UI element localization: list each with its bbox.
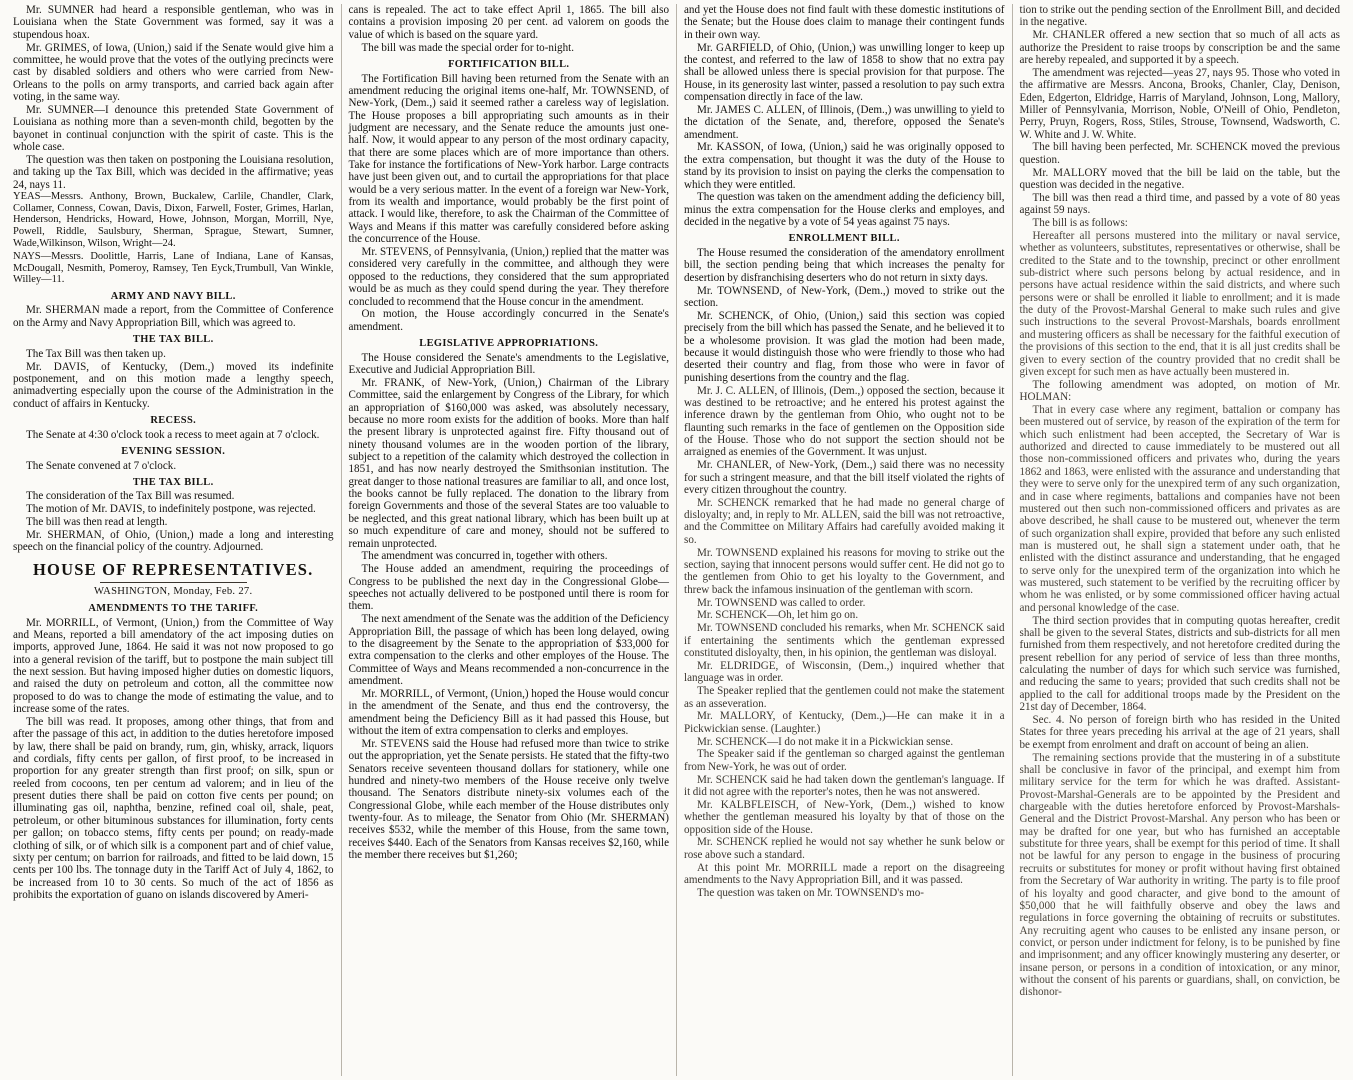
article-paragraph: The bill was read. It proposes, among other things, that from and after the passage of this act, in addition to the duties heretofore imposed by law, there shall be paid on brandy, rum, gin, whisky, arrack, liquors and cordials, fifty cents per gallon, of first proof, to be increased in proportion for any greater strength than first proof; on silk, spun or reeled from cocoons, ten per centum ad valorem; and in lieu of the present duties there shall be paid on cotton five cents per pound; on illuminating gas oil, naphtha, benzine, refined coal oil, shale, peat, petroleum, or other bituminous substances for illumination, forty cents per gallon; on tobacco stems, fifty cents per pound; on ready-made clothing of silk, or of which silk is a component part and of chief value, sixty per centum; on barrion for railroads, and fitted to be laid down, 15 cents per 100 lbs. The tonnage duty in the Tariff Act of July 4, 1862, to be increased from 10 to 30 cents. So much of the act of 1856 as prohibits the exportation of guano on islands discovered by Ameri- [13, 715, 334, 901]
article-paragraph: Mr. J. C. ALLEN, of Illinois, (Dem.,) opposed the section, because it was destined to be retroactive; and he entered his protest against the inference drawn by the gentleman from Ohio, who ought not to be flaunting such remarks in the face of gentlemen on the Opposition side of the House. Those who do not support the section should not be arraigned as enemies of the Government. It was unjust. [684, 384, 1005, 459]
article-paragraph: Mr. SCHENCK replied he would not say whether he sunk below or rose above such a standard. [684, 836, 1005, 861]
article-paragraph: Mr. CHANLER offered a new section that so much of all acts as authorize the President to raise troops by conscription be and the same are hereby repealed, and supported it by a speech. [1019, 29, 1340, 66]
article-paragraph: Mr. GARFIELD, of Ohio, (Union,) was unwilling longer to keep up the contest, and referred to the law of 1858 to show that no extra pay shall be allowed unless there is special provision for that purpose. The House, in its generosity last winter, passed a resolution to pay such extra compensation directly in face of the law. [684, 41, 1005, 104]
article-paragraph: Mr. STEVENS, of Pennsylvania, (Union,) replied that the matter was considered very carefully in the committee, and although they were opposed to the reductions, they considered that the sum appropriated would be as much as they could spend during the year. They therefore concluded to recommend that the House concur in the amendment. [348, 246, 669, 308]
article-paragraph: The Fortification Bill having been returned from the Senate with an amendment reducing the original items one-half, Mr. TOWNSEND, of New-York, (Dem.,) said it seemed rather a careless way of legislation. The House proposes a bill appropriating such amounts as in their judgment are necessary, and the Senate reduce the amounts just one-half. Now, it would appear to any person of the most ordinary capacity, that there are some places which are of more importance than others. Take for instance the fortifications of New-York harbor. Large contracts have just been given out, and to curtail the appropriations for that place would be a very serious matter. In the event of a foreign war New-York, from its wealth and importance, would probably be the first point of attack. I would like, therefore, to ask the Chairman of the Committee of Ways and Means if this matter was carefully considered before asking the concurrence of the House. [348, 72, 669, 246]
newspaper-column-4 [1012, 4, 1348, 1076]
article-paragraph: Mr. JAMES C. ALLEN, of Illinois, (Dem.,) was unwilling to yield to the dictation of the Senate, and, therefore, opposed the Senate's amendment. [684, 103, 1005, 141]
article-paragraph: The motion of Mr. DAVIS, to indefinitely postpone, was rejected. [26, 503, 316, 516]
main-heading: HOUSE OF REPRESENTATIVES. [33, 559, 314, 579]
article-paragraph: The question was taken on Mr. TOWNSEND's mo- [697, 886, 924, 899]
section-heading: ENROLLMENT BILL. [788, 233, 900, 245]
article-paragraph: The amendment was concurred in, together with others. [361, 550, 608, 563]
article-paragraph: Mr. TOWNSEND concluded his remarks, when Mr. SCHENCK said if entertaining the sentiments which the gentleman expressed constituted disloyalty, then, in his opinion, the gentleman was disloyal. [684, 622, 1005, 660]
article-paragraph: tion to strike out the pending section of the Enrollment Bill, and decided in the negative. [1019, 4, 1340, 29]
article-paragraph: The Speaker replied that the gentlemen could not make the statement as an asseveration. [684, 685, 1005, 710]
article-paragraph: Mr. DAVIS, of Kentucky, (Dem.,) moved its indefinite postponement, and on this motion made a lengthy speech, animadverting especially upon the course of the Administration in the conduct of affairs in Kentucky. [13, 360, 334, 410]
heading-rule [100, 582, 247, 583]
article-paragraph: The third section provides that in computing quotas hereafter, credit shall be given to the several States, districts and sub-districts for all men furnished from them respectively, and not heretofore credited during the present rebellion for any period of service of less than three months, calculating the number of days for which such service was furnished, and reducing the same to years; provided that such credits shall not be applied to the call for additional troops made by the President on the 21st day of December, 1864. [1019, 614, 1340, 714]
article-paragraph: Mr. SCHENCK—I do not make it in a Pickwickian sense. [697, 735, 954, 748]
article-paragraph: Mr. SUMNER—I denounce this pretended State Government of Louisiana as nothing more than a seven-month child, begotten by the bayonet in continual conjunction with the spirit of caste. This is the whole case. [13, 103, 334, 153]
article-paragraph: Mr. MALLORY moved that the bill be laid on the table, but the question was decided in the negative. [1019, 166, 1340, 192]
dateline: WASHINGTON, Monday, Feb. 27. [94, 586, 253, 598]
article-paragraph: The bill is as follows: [1032, 217, 1128, 230]
section-heading: THE TAX BILL. [132, 476, 214, 488]
article-paragraph: At this point Mr. MORRILL made a report on the disagreeing amendments to the Navy Appropriation Bill, and it was passed. [684, 861, 1005, 887]
article-paragraph: Mr. SUMNER had heard a responsible gentleman, who was in Louisiana when the State Government was formed, say it was a stupendous hoax. [13, 4, 334, 41]
article-paragraph: The bill having been perfected, Mr. SCHENCK moved the previous question. [1019, 141, 1340, 166]
section-heading: FORTIFICATION BILL. [448, 58, 570, 70]
article-paragraph: The next amendment of the Senate was the addition of the Deficiency Appropriation Bill, the passage of which has been long delayed, owing to the disagreement by the Senate to the appropriation of $33,000 for extra compensation to the clerks and other employes of the House. The Committee of Ways and Means recommended a non-concurrence in the amendment. [348, 613, 669, 688]
article-paragraph: Mr. GRIMES, of Iowa, (Union,) said if the Senate would give him a committee, he would prove that the votes of the outlying precincts were cast by disabled soldiers and others who were carried from New-Orleans to the polls on army transports, and carried back again after voting, in the same way. [13, 41, 334, 104]
article-paragraph: That in every case where any regiment, battalion or company has been mustered out of service, by reason of the expiration of the term for which such enlistment had been accepted, the Secretary of War is authorized and directed to cause immediately to be mustered out all those non-commissioned officers and privates who, during the years 1862 and 1863, were enlisted with the assurance and understanding that they were to serve only for the unexpired term of any such organization, and in case where regiments, battalions and companies have not been mustered out then such non-commissioned officers and privates as are above described, he shall cause to be mustered out, whenever the term of such organization shall expire, provided that before any such enlisted man is mustered out, he shall sign a statement under oath, that he enlisted with the distinct assurance and understanding, that he engaged to serve only for the unexpired term of the organization into which he was mustered, such statement to be verified by the recruiting officer by whom he was enlisted, or by some commissioned officer having actual and personal knowledge of the case. [1019, 404, 1340, 614]
article-paragraph: Mr. SCHENCK—Oh, let him go on. [697, 609, 859, 622]
article-paragraph: Mr. SCHENCK said he had taken down the gentleman's language. If it did not agree with the reporter's notes, then he was not answered. [684, 773, 1005, 799]
article-paragraph: and yet the House does not find fault with these domestic institutions of the Senate; but the House does claim to manage their contingent funds in their own way. [684, 4, 1005, 41]
article-paragraph: The Senate at 4:30 o'clock took a recess to meet again at 7 o'clock. [26, 428, 320, 441]
article-paragraph: Mr. ELDRIDGE, of Wisconsin, (Dem.,) inquired whether that language was in order. [684, 659, 1005, 685]
newspaper-column-3 [676, 4, 1012, 1076]
article-paragraph: Mr. MORRILL, of Vermont, (Union,) from the Committee of Way and Means, reported a bill amendatory of the act imposing duties on imports, approved June, 1864. He said it was not now proposed to go into a general revision of the tariff, but to postpone the main subject till the next session. But having imposed higher duties on domestic liquors, and raised the duty on petroleum and cotton, all the committee now proposed to do was to change the mode of estimating the value, and to increase some of the rates. [13, 616, 334, 716]
section-heading: RECESS. [150, 414, 197, 426]
newspaper-column-2 [341, 4, 677, 1076]
newspaper-column-1 [6, 4, 341, 1076]
article-paragraph: Mr. FRANK, of New-York, (Union,) Chairman of the Library Committee, said the enlargement by Congress of the Library, for which an appropriation of $160,000 was asked, was absolutely necessary, because no more room exists for the addition of books. More than half the present library is unprotected against fire. Fifty thousand out of ninety thousand volumes are in the wooden portion of the library, subject to a repetition of the calamity which destroyed the collection in 1851, and has now nearly destroyed the Smithsonian institution. The great danger to those national treasures are familiar to all, and once lost, the books cannot be fully replaced. The donation to the library from foreign Governments and those of the several States are too valuable to be neglected, and this great national library, which has been built up at so much expenditure of care and money, should not be suffered to remain unprotected. [348, 376, 669, 550]
article-paragraph: The House added an amendment, requiring the proceedings of Congress to be published the next day in the Congressional Globe—speeches not actually delivered to be postponed until there is room for them. [348, 563, 669, 613]
section-heading: ARMY AND NAVY BILL. [110, 290, 236, 302]
article-paragraph: The Tax Bill was then taken up. [26, 347, 166, 360]
article-paragraph: The question was then taken on postponing the Louisiana resolution, and taking up the Tax Bill, which was decided in the affirmative; yeas 24, nays 11. [13, 153, 334, 191]
article-paragraph: Mr. CHANLER, of New-York, (Dem.,) said there was no necessity for such a stringent measure, and that the bill itself violated the rights of every citizen throughout the country. [684, 459, 1005, 496]
article-paragraph: Mr. STEVENS said the House had refused more than twice to strike out the appropriation, yet the Senate persists. He stated that the fifty-two Senators receive seventeen thousand dollars for stationery, while one hundred and ninety-two members of the House receive only twelve thousand. The Senators distribute ninety-six volumes each of the Congressional Globe, while each member of the House distributes only twenty-four. As to mileage, the Senator from Ohio (Mr. SHERMAN) receives $532, while the member of this House, from the same town, receives $440. Each of the Senators from Kansas receives $2,160, while the member there receives but $1,260; [348, 737, 669, 862]
article-paragraph: Mr. SHERMAN, of Ohio, (Union,) made a long and interesting speech on the financial policy of the country. Adjourned. [13, 529, 334, 554]
article-paragraph: Mr. TOWNSEND explained his reasons for moving to strike out the section, saying that innocent persons would suffer cent. He did not go to the gentlemen from Ohio to get his loyalty to the Government, and threw back the infamous insinuation of the gentleman with scorn. [684, 546, 1005, 596]
section-heading: AMENDMENTS TO THE TARIFF. [88, 602, 259, 614]
article-paragraph: The amendment was rejected—yeas 27, nays 95. Those who voted in the affirmative are Messrs. Ancona, Brooks, Chanler, Clay, Denison, Eden, Edgerton, Eldridge, Harris of Maryland, Johnson, Long, Mallory, Miller of Pennsylvania, Morrison, Noble, O'Neill of Ohio, Pendleton, Perry, Pruyn, Rogers, Ross, Stiles, Strouse, Townsend, Wadsworth, C. W. White and J. W. White. [1019, 66, 1340, 141]
article-paragraph: Mr. MORRILL, of Vermont, (Union,) hoped the House would concur in the amendment of the Senate, and thus end the controversy, the amendment being the Deficiency Bill as it had passed this House, but without the item of extra compensation to clerks and employes. [348, 687, 669, 737]
article-paragraph: The following amendment was adopted, on motion of Mr. HOLMAN: [1019, 378, 1340, 404]
article-paragraph: cans is repealed. The act to take effect April 1, 1865. The bill also contains a provision imposing 20 per cent. ad valorem on goods the value of which is based on the square yard. [348, 4, 669, 41]
article-paragraph: Mr. SHERMAN made a report, from the Committee of Conference on the Army and Navy Appropriation Bill, which was agreed to. [13, 304, 334, 329]
article-paragraph: On motion, the House accordingly concurred in the Senate's amendment. [348, 308, 669, 333]
article-paragraph: Sec. 4. No person of foreign birth who has resided in the United States for three years preceding his arrival at the age of 21 years, shall be exempt from enrolment and draft on account of being an alien. [1019, 713, 1340, 751]
article-paragraph: The House considered the Senate's amendments to the Legislative, Executive and Judicial Appropriation Bill. [348, 351, 669, 377]
article-paragraph: Mr. TOWNSEND was called to order. [697, 596, 866, 609]
article-paragraph: The remaining sections provide that the mustering in of a substitute shall be conclusive in favor of the principal, and exempt him from military service for the term for which he was drafted. Assistant-Provost-Marshal-Generals are to be appointed by the President and chargeable with the duties heretofore enforced by Provost-Marshals-General and the District Provost-Marshal. Any person who has been or may be drafted for one year, but who has furnished an acceptable substitute for three years, shall be exempt for this period of time. It shall not be lawful for any person to engage in the business of procuring recruits or substitutes for money or profit without having first obtained from the Secretary of War authority in writing. The party is to file proof of his loyalty and good character, and give bond to the amount of $50,000 that he will faithfully observe and obey the laws and regulations in force governing the obtaining of recruits or substitutes. Any recruiting agent who causes to be enlisted any insane person, or convict, or person under indictment for felony, is to be punished by fine and imprisonment; and any officer knowingly mustering any deserter, or insane person, or persons in a condition of intoxication, or any minor, without the consent of his parents or guardians, shall, on conviction, be dishonor- [1019, 751, 1340, 999]
article-paragraph: The House resumed the consideration of the amendatory enrollment bill, the section pending being that which increases the penalty for desertion by disfranchising deserters who do not return in sixty days. [684, 247, 1005, 284]
article-paragraph: Mr. SCHENCK remarked that he had made no general charge of disloyalty; and, in reply to Mr. ALLEN, said the bill was not retroactive, and the Committee on Military Affairs had carefully avoided making it so. [684, 496, 1005, 546]
article-paragraph: Mr. SCHENCK, of Ohio, (Union,) said this section was copied precisely from the bill which has passed the Senate, and he believed it to be a wholesome provision. It was glad the motion had been made, because it would distinguish those who were friendly to those who had deserted their country and flag, from those who were in favor of punishing desertions from the country and the flag. [684, 309, 1005, 384]
article-paragraph: The bill was then read a third time, and passed by a vote of 80 yeas against 59 nays. [1019, 191, 1340, 217]
article-paragraph: Mr. MALLORY, of Kentucky, (Dem.,)—He can make it in a Pickwickian sense. (Laughter.) [684, 710, 1005, 735]
section-heading: EVENING SESSION. [121, 445, 226, 457]
vote-roll-list: NAYS—Messrs. Doolittle, Harris, Lane of Indiana, Lane of Kansas, McDougall, Nesmith, Pomeroy, Ramsey, Ten Eyck,Trumbull, Van Winkle, Willey—11. [13, 251, 334, 286]
article-paragraph: The consideration of the Tax Bill was resumed. [26, 490, 235, 503]
article-paragraph: The Senate convened at 7 o'clock. [26, 459, 177, 472]
article-paragraph: The Speaker said if the gentleman so charged against the gentleman from New-York, he was out of order. [684, 748, 1005, 773]
article-paragraph: The question was taken on the amendment adding the deficiency bill, minus the extra compensation for the House clerks and employes, and decided in the negative by a vote of 54 yeas against 75 nays. [684, 191, 1005, 229]
article-paragraph: Mr. TOWNSEND, of New-York, (Dem.,) moved to strike out the section. [684, 284, 1005, 309]
article-paragraph: Mr. KALBFLEISCH, of New-York, (Dem.,) wished to know whether the gentleman measured his loyalty by that of those on the opposition side of the House. [684, 798, 1005, 836]
section-heading: THE TAX BILL. [132, 334, 214, 346]
vote-roll-list: YEAS—Messrs. Anthony, Brown, Buckalew, Carlile, Chandler, Clark, Collamer, Conness, Cowan, Davis, Dixon, Farwell, Foster, Grimes, Harlan, Henderson, Hendricks, Howard, Howe, Johnson, Morgan, Morrill, Nye, Powell, Riddle, Saulsbury, Sherman, Sprague, Stewart, Sumner, Wade,Wilkinson, Wilson, Wright—24. [13, 191, 334, 249]
article-paragraph: The bill was then read at length. [26, 516, 168, 529]
section-heading: LEGISLATIVE APPROPRIATIONS. [419, 338, 599, 350]
article-paragraph: The bill was made the special order for to-night. [361, 41, 575, 54]
article-paragraph: Mr. KASSON, of Iowa, (Union,) said he was originally opposed to the extra compensation, but thought it was the duty of the House to stand by its provision to insist on paying the clerks the compensation to which they were entitled. [684, 141, 1005, 191]
article-paragraph: Hereafter all persons mustered into the military or naval service, whether as volunteers, substitutes, representatives or otherwise, shall be credited to the State and to the township, precinct or other enrollment sub-district where such persons belong by actual residence, and in persons have actual residence within the said districts, and where such persons were or shall be enrolled it liable to enrollment; and it is made the duty of the Provost-Marshal General to make such rules and give such instructions to the several Provost-Marshals, boards enrollment and mustering officers as shall be necessary for the faithful execution of the provisions of this section to the end, that it is all just credits shall be given to every section of the country provided that no credit shall be given except for such men as have actually been mustered in. [1019, 229, 1340, 378]
